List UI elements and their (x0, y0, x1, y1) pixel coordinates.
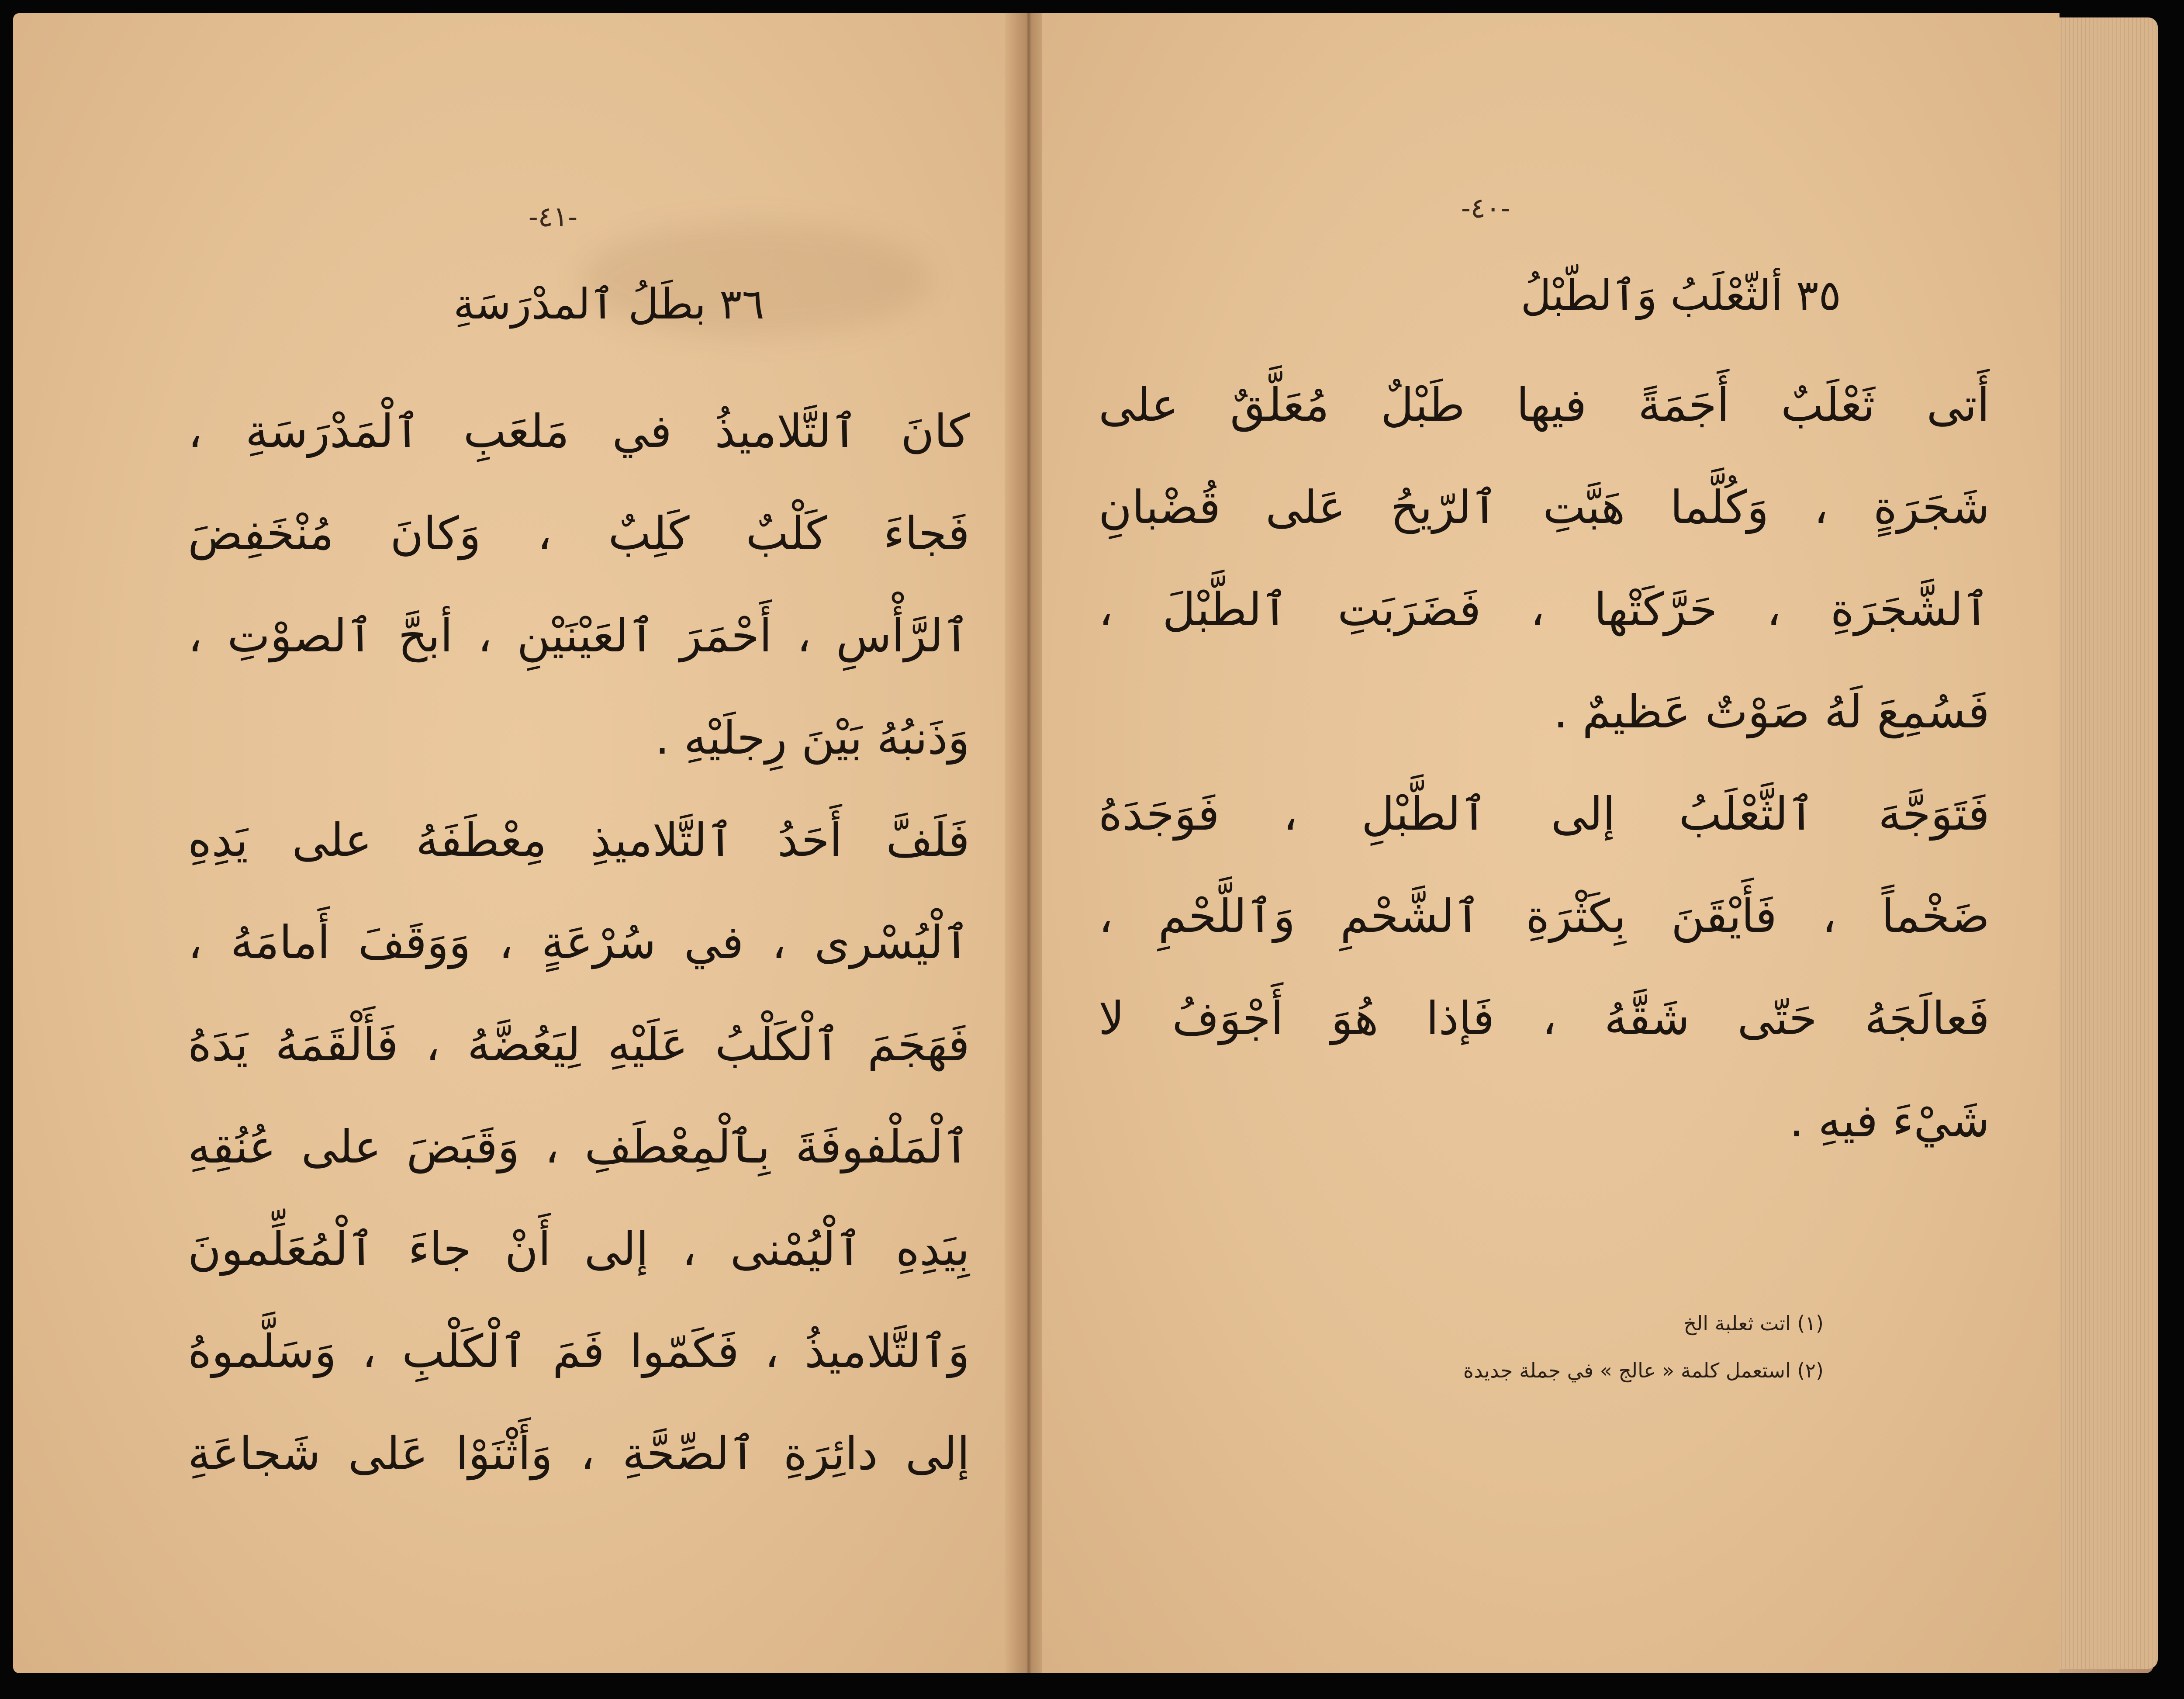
footnote-2: (٢) استعمل كلمة « عالج » في جملة جديدة (1463, 1359, 1824, 1382)
text-line: شَجَرَةٍ ، وَكُلَّما هَبَّتِ ٱلرّيحُ عَلى قُضْبانِ (1099, 481, 1990, 534)
lesson-title-36: ٣٦ بطَلُ ٱلمدْرَسَةِ (453, 280, 764, 329)
text-line: ٱلشَّجَرَةِ ، حَرَّكَتْها ، فَضَرَبَتِ ٱلطَّبْلَ ، (1099, 583, 1990, 636)
text-line: فَجاءَ كَلْبٌ كَلِبٌ ، وَكانَ مُنْخَفِضَ (188, 507, 970, 560)
left-page (13, 13, 1031, 1673)
right-page (1042, 13, 2060, 1673)
text-line: ٱلْمَلْفوفَةَ بِٱلْمِعْطَفِ ، وَقَبَضَ على عُنُقِهِ (188, 1120, 970, 1173)
text-line: فَهَجَمَ ٱلْكَلْبُ عَلَيْهِ لِيَعُضَّهُ ، فَأَلْقَمَهُ يَدَهُ (188, 1018, 970, 1071)
text-line: فَعالَجَهُ حَتّى شَقَّهُ ، فَإذا هُوَ أَجْوَفُ لا (1099, 992, 1990, 1045)
text-line: كانَ ٱلتَّلاميذُ في مَلعَبِ ٱلْمَدْرَسَةِ ، (188, 405, 970, 458)
lesson-title-35: ٣٥ ألثّعْلَبُ وَٱلطّبْلُ (1521, 271, 1841, 320)
text-line: ٱلْيُسْرى ، في سُرْعَةٍ ، وَوَقَفَ أَمامَهُ ، (188, 916, 970, 969)
text-line: فَتَوَجَّهَ ٱلثَّعْلَبُ إلى ٱلطَّبْلِ ، فَوَجَدَهُ (1099, 787, 1990, 841)
page-number-40: -٤٠- (1461, 192, 1510, 225)
text-line: بِيَدِهِ ٱلْيُمْنى ، إلى أَنْ جاءَ ٱلْمُعَلِّمونَ (188, 1222, 970, 1276)
footnote-1: (١) اتت ثعلبة الخ (1683, 1311, 1824, 1335)
text-line: شَيْءَ فيهِ . (1789, 1094, 1990, 1147)
text-line: وَذَنبُهُ بَيْنَ رِجلَيْهِ . (655, 711, 970, 765)
text-line: إلى دائِرَةِ ٱلصِّحَّةِ ، وَأَثْنَوْا عَلى شَجاعَةِ (188, 1427, 970, 1480)
text-line: ٱلرَّأْسِ ، أَحْمَرَ ٱلعَيْنَيْنِ ، أبحَّ ٱلصوْتِ ، (188, 609, 970, 662)
text-line: فَسُمِعَ لَهُ صَوْتٌ عَظيمٌ . (1553, 685, 1990, 738)
text-line: ضَخْماً ، فَأَيْقَنَ بِكَثْرَةِ ٱلشَّحْمِ وَٱللَّحْمِ ، (1099, 889, 1990, 943)
lesson-36-body (188, 380, 970, 1505)
exercise-footnotes (1463, 1300, 1824, 1394)
text-line: وَٱلتَّلاميذُ ، فَكَمّوا فَمَ ٱلْكَلْبِ ، وَسَلَّموهُ (188, 1325, 970, 1378)
text-line: أَتى ثَعْلَبٌ أَجَمَةً فيها طَبْلٌ مُعَلَّقٌ على (1099, 378, 1990, 432)
lesson-35-body (1099, 354, 1990, 1172)
text-line: فَلَفَّ أَحَدُ ٱلتَّلاميذِ مِعْطَفَهُ على يَدِهِ (188, 813, 970, 867)
page-number-41: -٤١- (529, 201, 577, 233)
